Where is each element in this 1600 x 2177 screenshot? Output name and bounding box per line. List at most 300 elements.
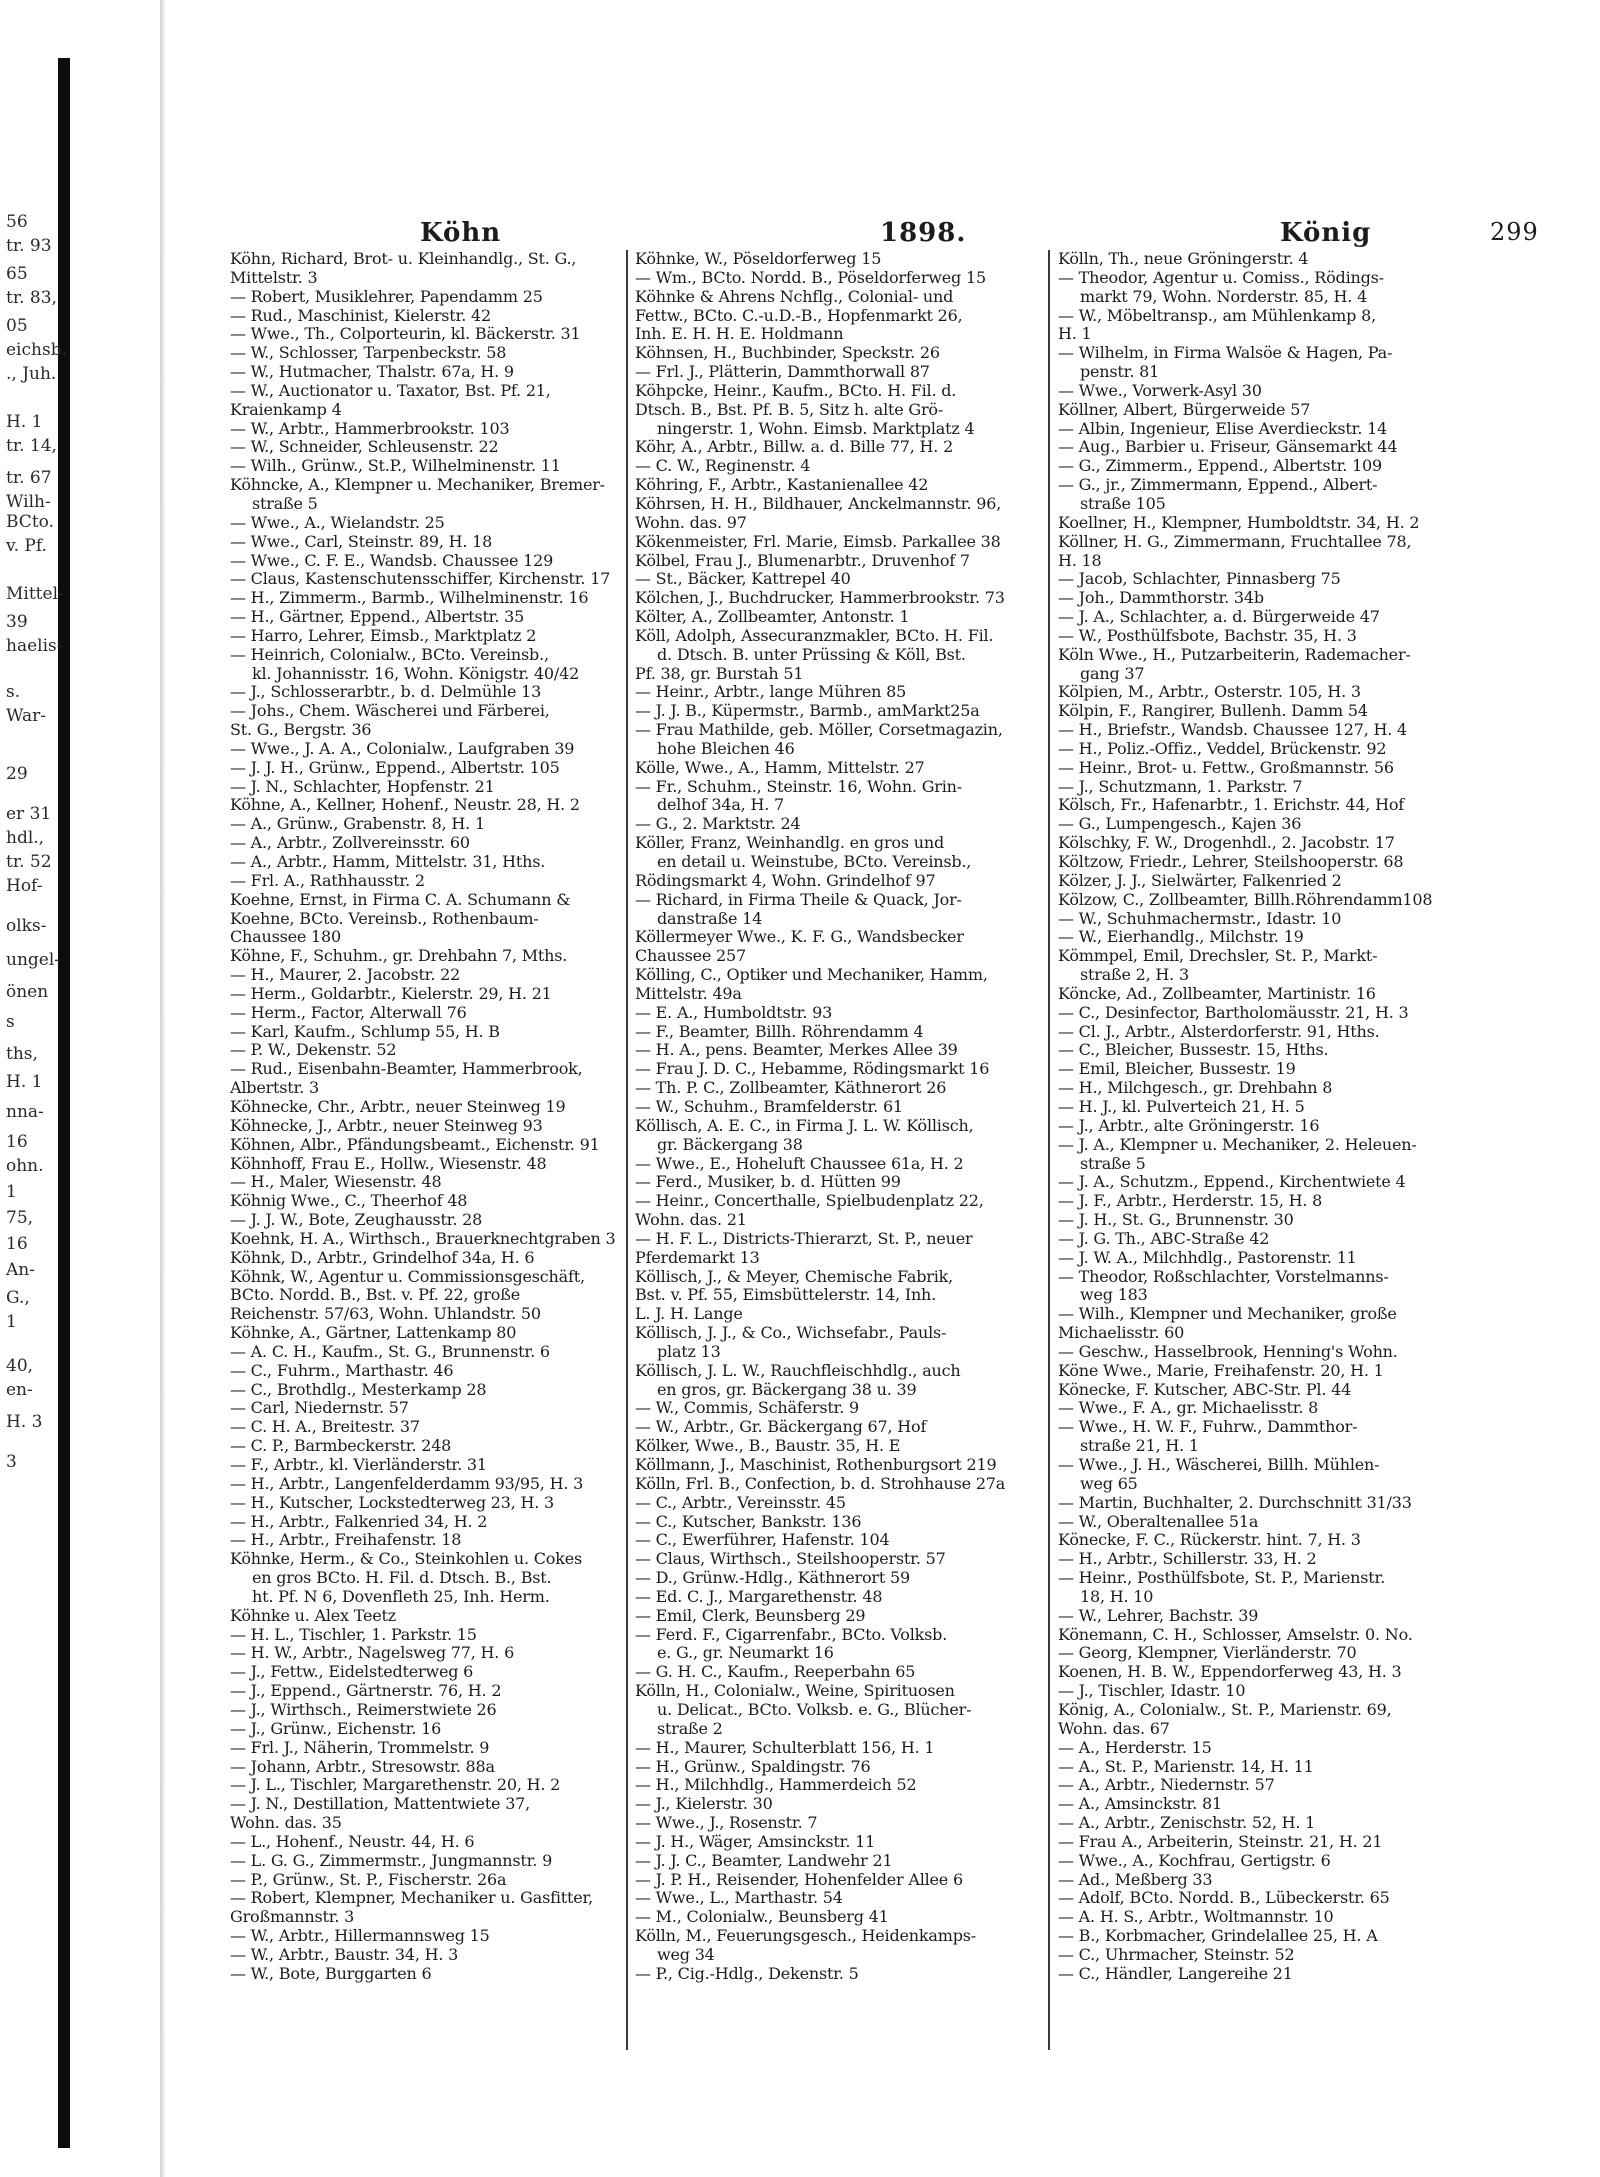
directory-entry-line: platz 13 (657, 1342, 721, 1361)
directory-entry-line: — D., Grünw.-Hdlg., Käthnerort 59 (635, 1569, 910, 1588)
previous-page-fragment: v. Pf. (6, 536, 47, 556)
directory-entry-line: — C., Fuhrm., Marthastr. 46 (230, 1361, 454, 1380)
directory-entry-line: — C. P., Barmbeckerstr. 248 (230, 1437, 452, 1456)
previous-page-fragment: en- (6, 1380, 33, 1400)
previous-page-fragment: s (6, 1012, 15, 1032)
directory-entry-line: — J., Kielerstr. 30 (635, 1795, 773, 1814)
directory-entry-line: Bst. v. Pf. 55, Eimsbüttelerstr. 14, Inh. (635, 1286, 937, 1305)
directory-entry-line: Rödingsmarkt 4, Wohn. Grindelhof 97 (635, 871, 936, 890)
directory-entry-line: markt 79, Wohn. Norderstr. 85, H. 4 (1080, 287, 1368, 306)
directory-entry-line: — Adolf, BCto. Nordd. B., Lübeckerstr. 65 (1058, 1889, 1390, 1908)
directory-entry-line: Koehnk, H. A., Wirthsch., Brauerknechtgraben 3 (230, 1229, 616, 1248)
directory-entry-line: Kömmpel, Emil, Drechsler, St. P., Markt- (1058, 947, 1378, 966)
directory-entry-line: — H., Gärtner, Eppend., Albertstr. 35 (230, 608, 525, 627)
directory-entry-line: — W., Lehrer, Bachstr. 39 (1058, 1606, 1259, 1625)
directory-entry-line: — H., Milchgesch., gr. Drehbahn 8 (1058, 1079, 1333, 1098)
directory-entry-line: — H., Kutscher, Lockstedterweg 23, H. 3 (230, 1493, 554, 1512)
directory-entry-line: — J. A., Schlachter, a. d. Bürgerweide 47 (1058, 608, 1380, 627)
directory-entry-line: — J. N., Destillation, Mattentwiete 37, (230, 1795, 531, 1814)
directory-entry-line: Köllisch, J. J., & Co., Wichsefabr., Pauls- (635, 1324, 947, 1343)
directory-entry-line: — A., Arbtr., Niedernstr. 57 (1058, 1776, 1275, 1795)
directory-entry-line: en detail u. Weinstube, BCto. Vereinsb., (657, 853, 972, 871)
directory-entry-line: weg 183 (1080, 1286, 1148, 1305)
directory-entry-line: — Frl. J., Näherin, Trommelstr. 9 (230, 1738, 490, 1757)
directory-entry-line: — Wwe., A., Kochfrau, Gertigstr. 6 (1058, 1851, 1331, 1870)
column-divider (1048, 250, 1050, 2050)
directory-entry-line: Michaelisstr. 60 (1058, 1324, 1185, 1343)
directory-entry-line: — Georg, Klempner, Vierländerstr. 70 (1058, 1644, 1357, 1663)
previous-page-fragment: er 31 (6, 804, 52, 824)
directory-entry-line: — G., jr., Zimmermann, Eppend., Albert- (1058, 476, 1378, 495)
directory-entry-line: — H. F. L., Districts-Thierarzt, St. P., neuer (635, 1229, 973, 1248)
directory-entry-line: — W., Arbtr., Hammerbrookstr. 103 (230, 419, 510, 438)
directory-entry-line: — A. C. H., Kaufm., St. G., Brunnenstr. 6 (230, 1342, 550, 1361)
directory-entry-line: straße 2 (657, 1719, 723, 1738)
directory-entry-line: — J. H., St. G., Brunnenstr. 30 (1058, 1211, 1294, 1230)
directory-entry-line: Könecke, F. C., Rückerstr. hint. 7, H. 3 (1058, 1531, 1361, 1550)
directory-entry-line: — Aug., Barbier u. Friseur, Gänsemarkt 44 (1058, 438, 1398, 457)
directory-entry-line: Köhne, F., Schuhm., gr. Drehbahn 7, Mths. (230, 947, 568, 966)
directory-entry-line: Kölln, Frl. B., Confection, b. d. Strohhause 27a (635, 1474, 1006, 1493)
directory-entry-line: — G., Zimmerm., Eppend., Albertstr. 109 (1058, 457, 1383, 476)
directory-entry-line: — H., Arbtr., Freihafenstr. 18 (230, 1531, 462, 1550)
directory-entry-line: — J. J. B., Küpermstr., Barmb., amMarkt25a (635, 702, 980, 721)
directory-entry-line: — Wwe., H. W. F., Fuhrw., Dammthor- (1058, 1418, 1358, 1437)
directory-entry-line: — Claus, Kastenschutensschiffer, Kirchenstr. 17 (230, 570, 611, 589)
previous-page-fragment: ., Juh. (6, 364, 57, 384)
directory-entry-line: Kölpien, M., Arbtr., Osterstr. 105, H. 3 (1058, 683, 1361, 702)
directory-entry-line: Köhring, F., Arbtr., Kastanienallee 42 (635, 476, 929, 495)
directory-entry-line: Kölln, M., Feuerungsgesch., Heidenkamps- (635, 1927, 976, 1946)
directory-entry-line: — W., Eierhandlg., Milchstr. 19 (1058, 928, 1304, 947)
directory-entry-line: Kölln, H., Colonialw., Weine, Spirituosen (635, 1682, 955, 1701)
directory-entry-line: Kölle, Wwe., A., Hamm, Mittelstr. 27 (635, 758, 925, 777)
directory-entry-line: straße 5 (1080, 1154, 1146, 1173)
directory-entry-line: en gros, gr. Bäckergang 38 u. 39 (657, 1380, 917, 1399)
directory-entry-line: Köhn, Richard, Brot- u. Kleinhandlg., St. G., (230, 250, 577, 268)
directory-entry-line: — Rud., Maschinist, Kielerstr. 42 (230, 306, 491, 325)
page-number: 299 (1490, 218, 1539, 246)
directory-entry-line: Albertstr. 3 (230, 1079, 319, 1098)
previous-page-fragment: ths, (6, 1044, 38, 1064)
previous-page-fragment: Mittel- (6, 584, 64, 604)
previous-page-fragment: 1 (6, 1182, 17, 1202)
directory-entry-line: Könecke, F. Kutscher, ABC-Str. Pl. 44 (1058, 1380, 1352, 1399)
directory-entry-line: Köllisch, A. E. C., in Firma J. L. W. Köllisch, (635, 1116, 974, 1135)
directory-entry-line: Mittelstr. 3 (230, 268, 318, 287)
directory-entry-line: BCto. Nordd. B., Bst. v. Pf. 22, große (230, 1286, 520, 1305)
directory-entry-line: — F., Arbtr., kl. Vierländerstr. 31 (230, 1456, 487, 1474)
directory-entry-line: — Ferd., Musiker, b. d. Hütten 99 (635, 1173, 901, 1192)
directory-entry-line: — Frau A., Arbeiterin, Steinstr. 21, H. 21 (1058, 1832, 1383, 1851)
directory-entry-line: — J. J. W., Bote, Zeughausstr. 28 (230, 1211, 483, 1230)
previous-page-fragment: olks- (6, 916, 47, 936)
directory-entry-line: — A., Amsinckstr. 81 (1058, 1795, 1222, 1814)
directory-entry-line: — J., Eppend., Gärtnerstr. 76, H. 2 (230, 1682, 502, 1701)
directory-entry-line: Köller, Franz, Weinhandlg. en gros und (635, 834, 945, 853)
directory-entry-line: — L. G. G., Zimmermstr., Jungmannstr. 9 (230, 1851, 553, 1870)
directory-entry-line: — Harro, Lehrer, Eimsb., Marktplatz 2 (230, 626, 537, 645)
directory-entry-line: Kölling, C., Optiker und Mechaniker, Hamm, (635, 966, 988, 985)
directory-entry-line: — A., Herderstr. 15 (1058, 1738, 1212, 1757)
directory-entry-line: — J. A., Schutzm., Eppend., Kirchentwiete 4 (1058, 1173, 1406, 1192)
directory-entry-line: — W., Schuhm., Bramfelderstr. 61 (635, 1097, 903, 1116)
header-left-keyword: Köhn (420, 218, 502, 248)
directory-entry-line: — Emil, Bleicher, Bussestr. 19 (1058, 1060, 1296, 1079)
directory-entry-line: — Wwe., J. H., Wäscherei, Billh. Mühlen- (1058, 1456, 1380, 1474)
column-divider (626, 250, 628, 2050)
directory-entry-line: Inh. E. H. H. E. Holdmann (635, 325, 844, 344)
directory-entry-line: ningerstr. 1, Wohn. Eimsb. Marktplatz 4 (657, 419, 975, 438)
directory-entry-line: — Wwe., Carl, Steinstr. 89, H. 18 (230, 532, 493, 551)
directory-entry-line: — G. H. C., Kaufm., Reeperbahn 65 (635, 1663, 916, 1682)
directory-entry-line: — Wilh., Klempner und Mechaniker, große (1058, 1305, 1397, 1324)
directory-entry-line: — Frl. A., Rathhausstr. 2 (230, 871, 425, 890)
directory-entry-line: — J. J. C., Beamter, Landwehr 21 (635, 1851, 893, 1870)
directory-entry-line: Kölzow, C., Zollbeamter, Billh.Röhrendamm108 (1058, 890, 1433, 909)
directory-entry-line: Köllermeyer Wwe., K. F. G., Wandsbecker (635, 928, 964, 947)
directory-entry-line: — Joh., Dammthorstr. 34b (1058, 589, 1264, 608)
previous-page-fragment: 65 (6, 264, 28, 284)
directory-entry-line: — H., Maler, Wiesenstr. 48 (230, 1173, 442, 1192)
directory-entry-line: Köllmann, J., Maschinist, Rothenburgsort 219 (635, 1456, 997, 1474)
directory-entry-line: — Ad., Meßberg 33 (1058, 1870, 1213, 1889)
directory-entry-line: Koenen, H. B. W., Eppendorferweg 43, H. 3 (1058, 1663, 1402, 1682)
directory-entry-line: — H., Arbtr., Langenfelderdamm 93/95, H. 3 (230, 1474, 584, 1493)
directory-entry-line: — Theodor, Roßschlachter, Vorstelmanns- (1058, 1267, 1389, 1286)
directory-entry-line: — C. H. A., Breitestr. 37 (230, 1418, 420, 1437)
previous-page-fragment: ohn. (6, 1156, 44, 1176)
directory-entry-line: straße 2, H. 3 (1080, 966, 1189, 985)
directory-entry-line: straße 21, H. 1 (1080, 1437, 1199, 1456)
directory-entry-line: Kölchen, J., Buchdrucker, Hammerbrookstr. 73 (635, 589, 1005, 608)
directory-entry-line: penstr. 81 (1080, 363, 1160, 382)
directory-entry-line: H. 18 (1058, 551, 1102, 570)
directory-entry-line: — St., Bäcker, Kattrepel 40 (635, 570, 851, 589)
previous-page-fragment: 16 (6, 1132, 28, 1152)
directory-entry-line: — Albin, Ingenieur, Elise Averdieckstr. 14 (1058, 419, 1388, 438)
directory-entry-line: delhof 34a, H. 7 (657, 796, 784, 815)
directory-entry-line: Köne Wwe., Marie, Freihafenstr. 20, H. 1 (1058, 1361, 1384, 1380)
directory-entry-line: — J. A., Klempner u. Mechaniker, 2. Heleuen- (1058, 1135, 1417, 1154)
directory-entry-line: — Wilh., Grünw., St.P., Wilhelminenstr. 11 (230, 457, 561, 476)
directory-entry-line: Köhne, A., Kellner, Hohenf., Neustr. 28, H. 2 (230, 796, 580, 815)
directory-entry-line: Reichenstr. 57/63, Wohn. Uhlandstr. 50 (230, 1305, 541, 1324)
directory-entry-line: Köllisch, J., & Meyer, Chemische Fabrik, (635, 1267, 954, 1286)
directory-entry-line: — W., Schlosser, Tarpenbeckstr. 58 (230, 344, 507, 363)
previous-page-fragment: tr. 93 (6, 236, 52, 256)
directory-entry-line: — Martin, Buchhalter, 2. Durchschnitt 31/33 (1058, 1493, 1412, 1512)
previous-page-fragment: nna- (6, 1102, 44, 1122)
directory-entry-line: — P. W., Dekenstr. 52 (230, 1041, 397, 1060)
previous-page-fragment: 75, (6, 1208, 34, 1228)
directory-entry-line: — Wilhelm, in Firma Walsöe & Hagen, Pa- (1058, 344, 1393, 363)
directory-entry-line: — A., Arbtr., Zenischstr. 52, H. 1 (1058, 1814, 1316, 1833)
directory-entry-line: — Wwe., Vorwerk-Asyl 30 (1058, 381, 1262, 400)
directory-entry-line: Köhpcke, Heinr., Kaufm., BCto. H. Fil. d. (635, 381, 957, 400)
previous-page-fragment: tr. 83, (6, 288, 57, 308)
directory-entry-line: — H., Arbtr., Falkenried 34, H. 2 (230, 1512, 488, 1531)
directory-entry-line: — H., Grünw., Spaldingstr. 76 (635, 1757, 871, 1776)
directory-entry-line: — Wm., BCto. Nordd. B., Pöseldorferweg 15 (635, 268, 986, 287)
directory-entry-line: — H. W., Arbtr., Nagelsweg 77, H. 6 (230, 1644, 515, 1663)
directory-entry-line: Wohn. das. 21 (635, 1211, 747, 1230)
directory-entry-line: — J. G. Th., ABC-Straße 42 (1058, 1229, 1270, 1248)
directory-entry-line: — C., Händler, Langereihe 21 (1058, 1964, 1293, 1983)
directory-entry-line: — Johann, Arbtr., Stresowstr. 88a (230, 1757, 495, 1776)
directory-entry-line: — Wwe., A., Wielandstr. 25 (230, 513, 445, 532)
directory-entry-line: weg 65 (1080, 1474, 1138, 1493)
directory-entry-line: — Robert, Musiklehrer, Papendamm 25 (230, 287, 543, 306)
directory-entry-line: kl. Johannisstr. 16, Wohn. Königstr. 40/42 (252, 664, 580, 683)
previous-page-fragment: eichsb. (6, 340, 67, 360)
previous-page-fragment: tr. 14, (6, 436, 57, 456)
directory-entry-line: — J. N., Schlachter, Hopfenstr. 21 (230, 777, 495, 796)
directory-entry-line: Köhnecke, J., Arbtr., neuer Steinweg 93 (230, 1116, 543, 1135)
directory-entry-line: — B., Korbmacher, Grindelallee 25, H. A (1058, 1927, 1378, 1946)
directory-entry-line: — H., Milchhdlg., Hammerdeich 52 (635, 1776, 917, 1795)
directory-entry-line: Kölschky, F. W., Drogenhdl., 2. Jacobstr. 17 (1058, 834, 1395, 853)
directory-entry-line: — W., Schuhmachermstr., Idastr. 10 (1058, 909, 1342, 928)
directory-entry-line: — H., Zimmerm., Barmb., Wilhelminenstr. 16 (230, 589, 589, 608)
directory-entry-line: Kölker, Wwe., B., Baustr. 35, H. E (635, 1437, 901, 1456)
directory-entry-line: Köln Wwe., H., Putzarbeiterin, Rademacher- (1058, 645, 1411, 664)
directory-entry-line: — C. W., Reginenstr. 4 (635, 457, 811, 476)
directory-entry-line: — W., Arbtr., Gr. Bäckergang 67, Hof (635, 1418, 927, 1437)
directory-entry-line: Mittelstr. 49a (635, 984, 742, 1003)
directory-entry-line: — J. F., Arbtr., Herderstr. 15, H. 8 (1058, 1192, 1323, 1211)
directory-entry-line: — J. J. H., Grünw., Eppend., Albertstr. 105 (230, 758, 560, 777)
directory-entry-line: gang 37 (1080, 664, 1145, 683)
directory-entry-line: — W., Hutmacher, Thalstr. 67a, H. 9 (230, 363, 514, 382)
directory-entry-line: — C., Ewerführer, Hafenstr. 104 (635, 1531, 890, 1550)
column-3 (1058, 250, 1478, 2150)
previous-page-fragment: G., (6, 1288, 30, 1308)
directory-entry-line: — Ed. C. J., Margarethenstr. 48 (635, 1587, 883, 1606)
directory-entry-line: — H., Arbtr., Schillerstr. 33, H. 2 (1058, 1550, 1317, 1569)
directory-entry-line: — W., Schneider, Schleusenstr. 22 (230, 438, 499, 457)
directory-entry-line: u. Delicat., BCto. Volksb. e. G., Blücher- (657, 1700, 972, 1719)
directory-entry-line: — J. H., Wäger, Amsinckstr. 11 (635, 1832, 876, 1851)
directory-entry-line: — W., Commis, Schäferstr. 9 (635, 1399, 859, 1418)
directory-entry-line: — W., Oberaltenallee 51a (1058, 1512, 1259, 1531)
column-1 (230, 250, 650, 2150)
directory-entry-line: — J., Fettw., Eidelstedterweg 6 (230, 1663, 474, 1682)
directory-entry-line: — J., Arbtr., alte Gröningerstr. 16 (1058, 1116, 1320, 1135)
directory-entry-line: en gros BCto. H. Fil. d. Dtsch. B., Bst. (252, 1569, 552, 1588)
directory-entry-line: 18, H. 10 (1080, 1587, 1154, 1606)
directory-entry-line: — C., Arbtr., Vereinsstr. 45 (635, 1493, 846, 1512)
directory-entry-line: — G., Lumpengesch., Kajen 36 (1058, 815, 1302, 834)
directory-entry-line: — H., Maurer, 2. Jacobstr. 22 (230, 966, 461, 985)
header-year: 1898. (880, 218, 967, 248)
directory-entry-line: — P., Grünw., St. P., Fischerstr. 26a (230, 1870, 507, 1889)
directory-entry-line: d. Dtsch. B. unter Prüssing & Köll, Bst. (657, 645, 966, 664)
directory-entry-line: — Claus, Wirthsch., Steilshooperstr. 57 (635, 1550, 946, 1569)
directory-entry-line: Koehne, Ernst, in Firma C. A. Schumann & (230, 890, 571, 909)
directory-entry-line: Fettw., BCto. C.-u.D.-B., Hopfenmarkt 26, (635, 306, 963, 325)
directory-entry-line: Köhr, A., Arbtr., Billw. a. d. Bille 77, H. 2 (635, 438, 954, 457)
directory-entry-line: Köhnke, Herm., & Co., Steinkohlen u. Cokes (230, 1550, 582, 1569)
directory-entry-line: — Wwe., Th., Colporteurin, kl. Bäckerstr. 31 (230, 325, 581, 344)
directory-entry-line: Kökenmeister, Frl. Marie, Eimsb. Parkallee 38 (635, 532, 1001, 551)
directory-entry-line: Wohn. das. 97 (635, 513, 747, 532)
directory-entry-line: Köhnke, W., Pöseldorferweg 15 (635, 250, 882, 268)
directory-entry-line: — J. P. H., Reisender, Hohenfelder Allee 6 (635, 1870, 963, 1889)
directory-entry-line: — Theodor, Agentur u. Comiss., Rödings- (1058, 268, 1384, 287)
previous-page-fragment: 16 (6, 1234, 28, 1254)
directory-entry-line: Költer, A., Zollbeamter, Antonstr. 1 (635, 608, 910, 627)
previous-page-fragment: BCto. (6, 512, 54, 532)
directory-entry-line: weg 34 (657, 1945, 715, 1964)
previous-page-fragment: 05 (6, 316, 28, 336)
directory-entry-line: H. 1 (1058, 325, 1092, 344)
directory-entry-line: Köhrsen, H. H., Bildhauer, Anckelmannstr. 96, (635, 494, 1002, 513)
directory-entry-line: — J., Tischler, Idastr. 10 (1058, 1682, 1246, 1701)
directory-entry-line: Chaussee 257 (635, 947, 746, 966)
directory-entry-line: Köhnecke, Chr., Arbtr., neuer Steinweg 19 (230, 1097, 566, 1116)
directory-entry-line: — C., Bleicher, Bussestr. 15, Hths. (1058, 1041, 1329, 1060)
directory-entry-line: — C., Uhrmacher, Steinstr. 52 (1058, 1945, 1295, 1964)
directory-entry-line: — Frl. J., Plätterin, Dammthorwall 87 (635, 363, 930, 382)
directory-entry-line: straße 105 (1080, 494, 1166, 513)
directory-entry-line: — C., Kutscher, Bankstr. 136 (635, 1512, 862, 1531)
directory-entry-line: — W., Möbeltransp., am Mühlenkamp 8, (1058, 306, 1376, 325)
directory-entry-line: St. G., Bergstr. 36 (230, 721, 372, 740)
directory-entry-line: — Cl. J., Arbtr., Alsterdorferstr. 91, Hths. (1058, 1022, 1380, 1041)
directory-entry-line: Könemann, C. H., Schlosser, Amselstr. 0. No. (1058, 1625, 1413, 1644)
directory-entry-line: Kraienkamp 4 (230, 400, 342, 419)
directory-entry-line: — Robert, Klempner, Mechaniker u. Gasfitter, (230, 1889, 594, 1908)
directory-entry-line: — Emil, Clerk, Beunsberg 29 (635, 1606, 866, 1625)
previous-page-fragment: H. 3 (6, 1412, 43, 1432)
directory-entry-line: — W., Auctionator u. Taxator, Bst. Pf. 21, (230, 381, 551, 400)
directory-entry-line: — J., Schutzmann, 1. Parkstr. 7 (1058, 777, 1303, 796)
directory-entry-line: Chaussee 180 (230, 928, 341, 947)
directory-entry-line: — H., Poliz.-Offiz., Veddel, Brückenstr. 92 (1058, 739, 1387, 758)
directory-entry-line: — W., Posthülfsbote, Bachstr. 35, H. 3 (1058, 626, 1357, 645)
directory-entry-line: — Heinrich, Colonialw., BCto. Vereinsb., (230, 645, 549, 664)
previous-page-fragment: Wilh- (6, 492, 51, 512)
directory-entry-line: Kölpin, F., Rangirer, Bullenh. Damm 54 (1058, 702, 1368, 721)
directory-entry-line: ht. Pf. N 6, Dovenfleth 25, Inh. Herm. (252, 1587, 550, 1606)
directory-entry-line: — Frau J. D. C., Hebamme, Rödingsmarkt 16 (635, 1060, 990, 1079)
header-right-keyword: König (1280, 218, 1372, 248)
directory-entry-line: — Ferd. F., Cigarrenfabr., BCto. Volksb. (635, 1625, 948, 1644)
directory-entry-line: — Wwe., C. F. E., Wandsb. Chaussee 129 (230, 551, 554, 570)
directory-entry-line: Köllisch, J. L. W., Rauchfleischhdlg., auch (635, 1361, 961, 1380)
previous-page-fragment: H. 1 (6, 412, 43, 432)
column-2 (635, 250, 1055, 2150)
directory-entry-line: Koellner, H., Klempner, Humboldtstr. 34, H. 2 (1058, 513, 1420, 532)
directory-entry-line: — Rud., Eisenbahn-Beamter, Hammerbrook, (230, 1060, 583, 1079)
directory-entry-line: — G., 2. Marktstr. 24 (635, 815, 801, 834)
previous-page-fragment: Hof- (6, 876, 43, 896)
previous-page-fragment: ungel- (6, 950, 61, 970)
directory-entry-line: — A., Arbtr., Zollvereinsstr. 60 (230, 834, 470, 853)
directory-entry-line: — Herm., Factor, Alterwall 76 (230, 1003, 467, 1022)
directory-entry-line: — W., Bote, Burggarten 6 (230, 1964, 432, 1983)
directory-entry-line: — Heinr., Concerthalle, Spielbudenplatz 22, (635, 1192, 984, 1211)
directory-entry-line: — Wwe., F. A., gr. Michaelisstr. 8 (1058, 1399, 1319, 1418)
previous-page-fragment: s. (6, 682, 21, 702)
directory-entry-line: Köhnk, D., Arbtr., Grindelhof 34a, H. 6 (230, 1248, 535, 1267)
directory-entry-line: e. G., gr. Neumarkt 16 (657, 1644, 834, 1663)
directory-entry-line: — Heinr., Arbtr., lange Mühren 85 (635, 683, 907, 702)
directory-entry-line: — L., Hohenf., Neustr. 44, H. 6 (230, 1832, 475, 1851)
directory-entry-line: — H. L., Tischler, 1. Parkstr. 15 (230, 1625, 477, 1644)
directory-entry-line: — H. J., kl. Pulverteich 21, H. 5 (1058, 1097, 1305, 1116)
directory-entry-line: — C., Desinfector, Bartholomäusstr. 21, H. 3 (1058, 1003, 1409, 1022)
directory-entry-line: — A., Arbtr., Hamm, Mittelstr. 31, Hths. (230, 853, 546, 871)
directory-entry-line: — J. W. A., Milchhdlg., Pastorenstr. 11 (1058, 1248, 1357, 1267)
directory-entry-line: — Karl, Kaufm., Schlump 55, H. B (230, 1022, 500, 1041)
previous-page-fragment: tr. 67 (6, 468, 52, 488)
directory-entry-line: — Wwe., L., Marthastr. 54 (635, 1889, 843, 1908)
directory-entry-line: — Wwe., J. A. A., Colonialw., Laufgraben 39 (230, 739, 575, 758)
previous-page-fragment: 1 (6, 1312, 17, 1332)
directory-entry-line: — E. A., Humboldtstr. 93 (635, 1003, 833, 1022)
previous-page-fragment: hdl., (6, 828, 45, 848)
directory-entry-line: — H., Maurer, Schulterblatt 156, H. 1 (635, 1738, 935, 1757)
directory-entry-line: — Th. P. C., Zollbeamter, Käthnerort 26 (635, 1079, 947, 1098)
previous-page-fragment: haelis- (6, 636, 63, 656)
directory-entry-line: — Fr., Schuhm., Steinstr. 16, Wohn. Grin- (635, 777, 962, 796)
page-header (220, 218, 1550, 254)
directory-entry-line: — Heinr., Posthülfsbote, St. P., Marienstr. (1058, 1569, 1386, 1588)
directory-entry-line: Köhnsen, H., Buchbinder, Speckstr. 26 (635, 344, 940, 363)
directory-entry-line: Großmannstr. 3 (230, 1908, 355, 1927)
directory-entry-line: Köhnhoff, Frau E., Hollw., Wiesenstr. 48 (230, 1154, 547, 1173)
directory-entry-line: Köllner, Albert, Bürgerweide 57 (1058, 400, 1311, 419)
previous-page-fragment: An- (6, 1260, 35, 1280)
previous-page-fragment: önen (6, 982, 49, 1002)
book-gutter-shadow (58, 58, 70, 2148)
previous-page-fragment: 29 (6, 764, 28, 784)
directory-entry-line: Köhnke, A., Gärtner, Lattenkamp 80 (230, 1324, 517, 1343)
directory-entry-line: — Wwe., E., Hoheluft Chaussee 61a, H. 2 (635, 1154, 964, 1173)
previous-page-fragment: 40, (6, 1356, 34, 1376)
directory-entry-line: — Johs., Chem. Wäscherei und Färberei, (230, 702, 550, 721)
directory-entry-line: Köhnke u. Alex Teetz (230, 1606, 396, 1625)
directory-entry-line: — H., Briefstr., Wandsb. Chaussee 127, H. 4 (1058, 721, 1408, 740)
directory-entry-line: Költzow, Friedr., Lehrer, Steilshooperstr. 68 (1058, 853, 1404, 871)
directory-entry-line: — A. H. S., Arbtr., Woltmannstr. 10 (1058, 1908, 1334, 1927)
directory-entry-line: — Geschw., Hasselbrook, Henning's Wohn. (1058, 1342, 1398, 1361)
directory-entry-line: Köhncke, A., Klempner u. Mechaniker, Bremer- (230, 476, 605, 495)
directory-entry-line: — F., Beamter, Billh. Röhrendamm 4 (635, 1022, 924, 1041)
directory-entry-line: — W., Arbtr., Baustr. 34, H. 3 (230, 1945, 459, 1964)
previous-page-fragment: 56 (6, 212, 28, 232)
directory-entry-line: — J., Grünw., Eichenstr. 16 (230, 1719, 442, 1738)
directory-entry-line: Kölln, Th., neue Gröningerstr. 4 (1058, 250, 1309, 268)
directory-entry-line: straße 5 (252, 494, 318, 513)
directory-entry-line: Dtsch. B., Bst. Pf. B. 5, Sitz h. alte Grö- (635, 400, 944, 419)
previous-page-fragment: War- (6, 706, 47, 726)
directory-entry-line: Köhnen, Albr., Pfändungsbeamt., Eichenstr. 91 (230, 1135, 600, 1154)
directory-entry-line: — J., Wirthsch., Reimerstwiete 26 (230, 1700, 497, 1719)
directory-entry-line: — Frau Mathilde, geb. Möller, Corsetmagazin, (635, 721, 1003, 740)
directory-entry-line: Kölbel, Frau J., Blumenarbtr., Druvenhof 7 (635, 551, 970, 570)
directory-entry-line: Köhnke & Ahrens Nchflg., Colonial- und (635, 287, 954, 306)
directory-page (160, 0, 1600, 2177)
directory-entry-line: — Heinr., Brot- u. Fettw., Großmannstr. 56 (1058, 758, 1394, 777)
directory-entry-line: L. J. H. Lange (635, 1305, 743, 1324)
directory-entry-line: — A., St. P., Marienstr. 14, H. 11 (1058, 1757, 1314, 1776)
directory-entry-line: — Carl, Niedernstr. 57 (230, 1399, 409, 1418)
previous-page-fragment: tr. 52 (6, 852, 52, 872)
directory-entry-line: Koehne, BCto. Vereinsb., Rothenbaum- (230, 909, 539, 928)
